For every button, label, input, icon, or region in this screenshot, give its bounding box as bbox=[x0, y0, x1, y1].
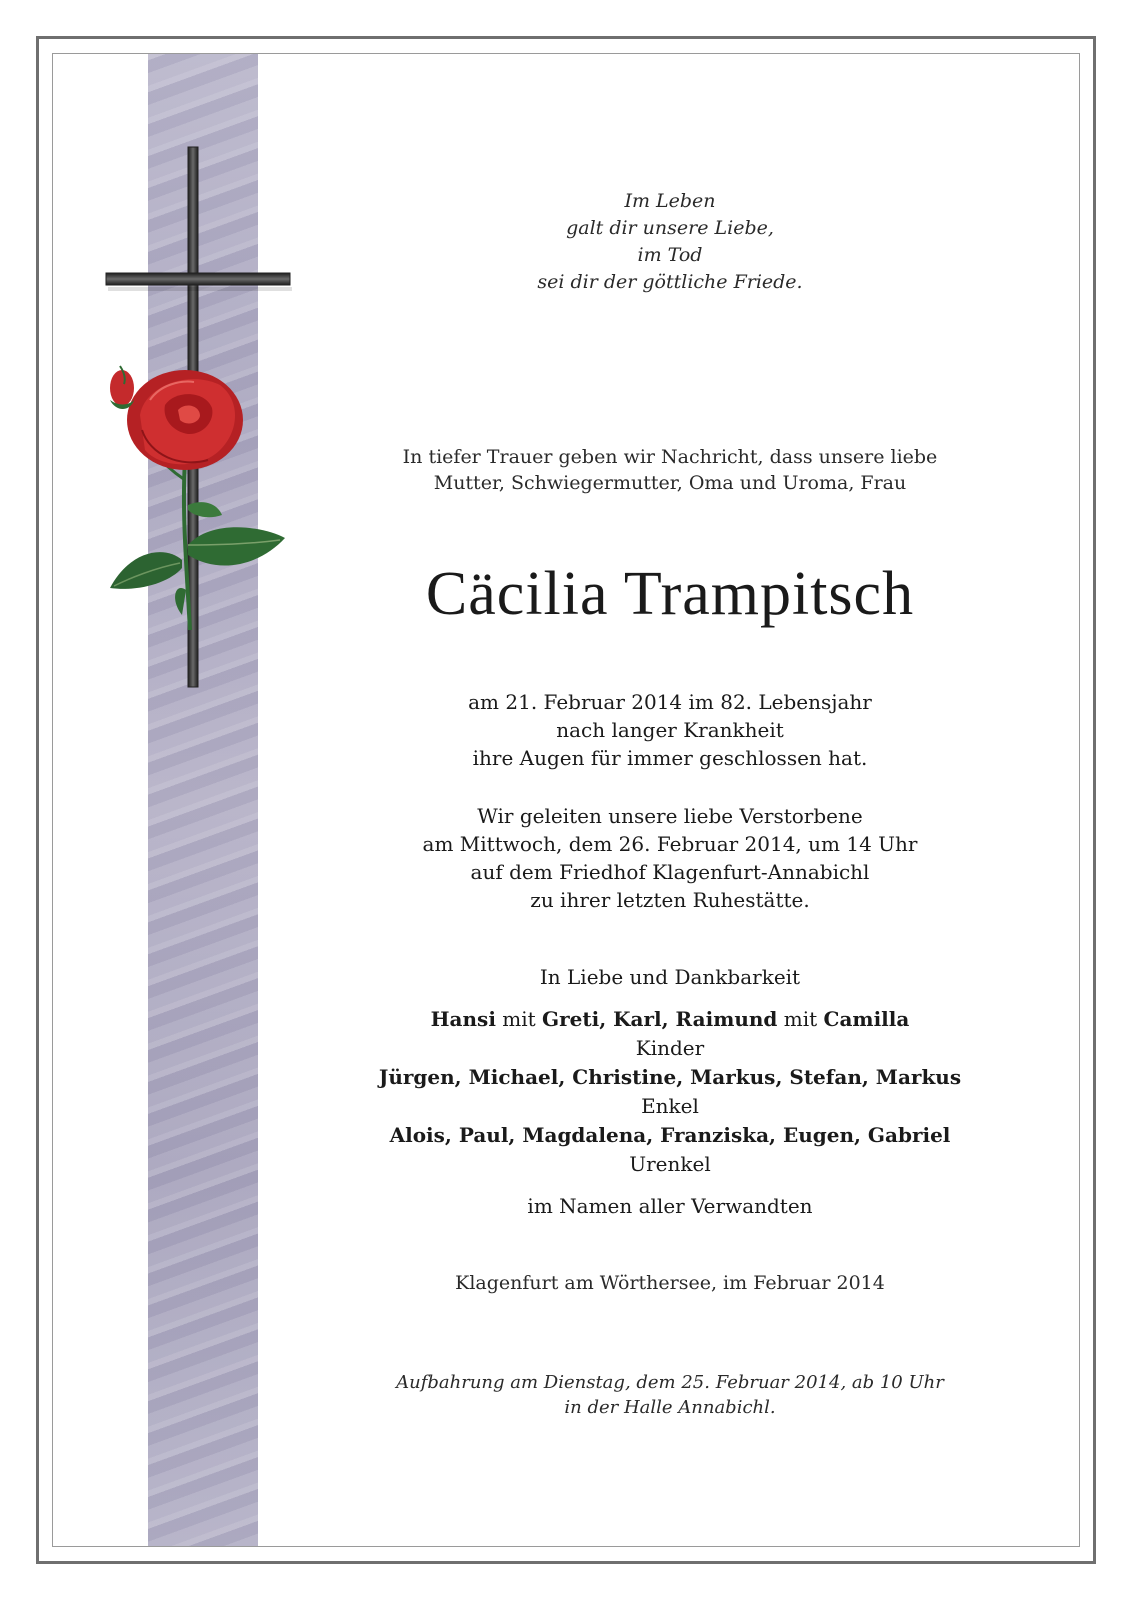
motto-line: sei dir der göttliche Friede. bbox=[537, 271, 803, 293]
child-name: Hansi bbox=[430, 1007, 496, 1031]
children-names bbox=[270, 1005, 1070, 1034]
motto-line: Im Leben bbox=[624, 190, 716, 212]
rose-icon bbox=[90, 360, 300, 640]
motto-line: galt dir unsere Liebe, bbox=[566, 217, 774, 239]
death-notice-line: nach langer Krankheit bbox=[556, 718, 784, 742]
announcement-line: Mutter, Schwiegermutter, Oma und Uroma, Frau bbox=[433, 472, 907, 494]
death-notice bbox=[270, 688, 1070, 772]
great-grandchildren-role: Urenkel bbox=[629, 1152, 711, 1176]
connector: mit bbox=[783, 1007, 818, 1031]
funeral-notice bbox=[270, 802, 1070, 914]
grandchildren-names: Jürgen, Michael, Christine, Markus, Stefan, Markus bbox=[378, 1065, 962, 1089]
announcement bbox=[270, 444, 1070, 496]
viewing-line: in der Halle Annabichl. bbox=[564, 1397, 776, 1418]
place-date: Klagenfurt am Wörthersee, im Februar 2014 bbox=[455, 1272, 885, 1294]
funeral-notice-line: auf dem Friedhof Klagenfurt-Annabichl bbox=[470, 860, 870, 884]
viewing-line: Aufbahrung am Dienstag, dem 25. Februar 2014, ab 10 Uhr bbox=[396, 1372, 944, 1393]
death-notice-line: ihre Augen für immer geschlossen hat. bbox=[472, 746, 868, 770]
funeral-notice-line: am Mittwoch, dem 26. Februar 2014, um 14 Uhr bbox=[422, 832, 918, 856]
children-role: Kinder bbox=[635, 1036, 705, 1060]
closing-line: In Liebe und Dankbarkeit bbox=[539, 965, 801, 989]
motto-line: im Tod bbox=[637, 244, 703, 266]
funeral-notice-line: zu ihrer letzten Ruhestätte. bbox=[530, 888, 810, 912]
death-notice-line: am 21. Februar 2014 im 82. Lebensjahr bbox=[468, 690, 872, 714]
child-name: Greti, Karl, Raimund bbox=[542, 1007, 778, 1031]
grandchildren-role: Enkel bbox=[641, 1094, 699, 1118]
funeral-notice-line: Wir geleiten unsere liebe Verstorbene bbox=[477, 804, 863, 828]
child-name: Camilla bbox=[823, 1007, 910, 1031]
viewing-notice bbox=[270, 1370, 1070, 1420]
deceased-name: Cäcilia Trampitsch bbox=[425, 560, 915, 628]
announcement-line: In tiefer Trauer geben wir Nachricht, dass unsere liebe bbox=[402, 446, 938, 468]
family-list bbox=[270, 1005, 1070, 1179]
connector: mit bbox=[502, 1007, 536, 1031]
motto bbox=[270, 188, 1070, 296]
great-grandchildren-names: Alois, Paul, Magdalena, Franziska, Eugen, Gabriel bbox=[389, 1123, 951, 1147]
relatives-line: im Namen aller Verwandten bbox=[527, 1194, 813, 1218]
